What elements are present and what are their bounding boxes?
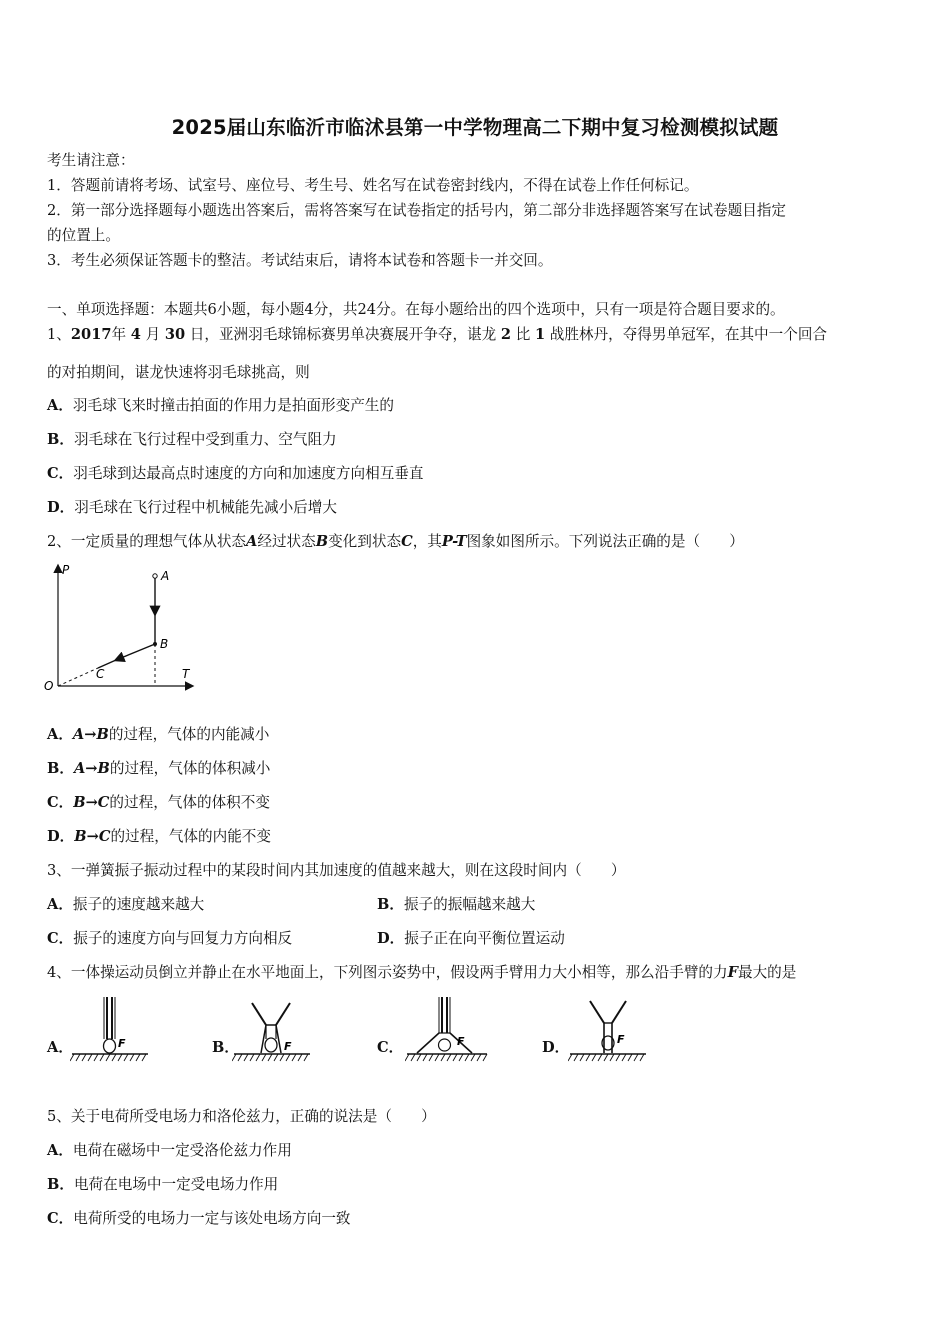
question-5-stem: 5、关于电荷所受电场力和洛伦兹力，正确的说法是（ ） (47, 1108, 436, 1125)
option-text: 羽毛球在飞行过程中机械能先减小后增大 (74, 499, 337, 516)
question-4-stem (47, 963, 796, 983)
arrow: → (84, 726, 97, 743)
point-a-label: A (161, 569, 170, 583)
force-label: F (617, 1033, 625, 1046)
option-text: 电荷在磁场中一定受洛伦兹力作用 (72, 1142, 292, 1159)
stem-part: 比 (515, 326, 531, 343)
option-text: 的过程，气体的内能减小 (108, 726, 270, 743)
option-a-figure[interactable] (70, 995, 150, 1067)
notice-item: 1．答题前请将考场、试室号、座位号、考生号、姓名写在试卷密封线内，不得在试卷上作任何标记。 (47, 177, 699, 194)
option-c[interactable] (47, 464, 423, 484)
option-c-figure[interactable] (405, 995, 490, 1067)
stem-part: ，其 (412, 533, 442, 550)
option-d[interactable] (377, 929, 565, 949)
to-state: C (98, 828, 111, 845)
stem-part: 经过状态 (257, 533, 316, 550)
option-text: 的过程，气体的体积不变 (109, 794, 270, 811)
option-label: C． (47, 794, 74, 811)
point-c-label: C (96, 667, 105, 681)
stem-part: 年 (111, 326, 127, 343)
stem-part: 2、一定质量的理想气体从状态 (47, 533, 247, 550)
option-text: 电荷在电场中一定受电场力作用 (73, 1176, 279, 1193)
option-c[interactable] (47, 929, 292, 949)
option-label: A． (47, 726, 73, 743)
option-text: 羽毛球在飞行过程中受到重力、空气阻力 (73, 431, 337, 448)
option-b[interactable] (377, 895, 535, 915)
score-2: 1 (534, 326, 546, 343)
option-a[interactable] (47, 396, 394, 416)
option-label: C． (47, 465, 74, 482)
option-text: 羽毛球到达最高点时速度的方向和加速度方向相互垂直 (73, 465, 424, 482)
option-b-label[interactable]: B． (212, 1039, 239, 1056)
option-label: C． (47, 930, 74, 947)
from-state: A (73, 760, 86, 777)
page-title: 2025届山东临沂市临沭县第一中学物理高二下期中复习检测模拟试题 (171, 116, 779, 139)
notice-heading: 考生请注意： (47, 152, 135, 169)
pt-label: P-T (441, 533, 467, 550)
option-label: B． (377, 896, 404, 913)
option-d-figure[interactable] (568, 995, 648, 1067)
to-state: C (97, 794, 110, 811)
score-1: 2 (500, 326, 512, 343)
question-3-stem: 3、一弹簧振子振动过程中的某段时间内其加速度的值越来越大，则在这段时间内（ ） (47, 862, 626, 879)
point-a (153, 574, 157, 578)
dashed-origin-line (58, 668, 98, 686)
option-label: A． (47, 1142, 73, 1159)
option-label: D． (47, 828, 75, 845)
arrow: → (85, 760, 98, 777)
from-state: B (74, 828, 87, 845)
month: 4 (130, 326, 141, 343)
force-label: F (118, 1037, 126, 1050)
stem-part: 战胜林丹，夺得男单冠军，在其中一个回合 (549, 326, 828, 343)
option-a-label[interactable]: A． (47, 1039, 73, 1056)
option-text: 的过程，气体的体积减小 (109, 760, 271, 777)
option-text: 振子的速度方向与回复力方向相反 (73, 930, 293, 947)
option-label: A． (47, 397, 73, 414)
option-text: 的过程，气体的内能不变 (110, 828, 271, 845)
option-label: B． (47, 431, 74, 448)
notice-item: 3．考生必须保证答题卡的整洁。考试结束后，请将本试卷和答题卡一并交回。 (47, 252, 553, 269)
option-a[interactable] (47, 1141, 292, 1161)
option-label: C． (47, 1210, 74, 1227)
option-b[interactable] (47, 430, 337, 450)
option-text: 振子的振幅越来越大 (403, 896, 536, 913)
stem-part: 日，亚洲羽毛球锦标赛男单决赛展开争夺，谌龙 (189, 326, 497, 343)
option-d[interactable] (47, 827, 271, 847)
option-a[interactable] (47, 725, 269, 745)
question-1-stem (47, 325, 827, 345)
option-a[interactable] (47, 895, 204, 915)
arrow: → (85, 794, 98, 811)
option-b[interactable] (47, 1175, 278, 1195)
stem-part: 变化到状态 (328, 533, 402, 550)
notice-item: 的位置上。 (47, 227, 120, 244)
force-label: F (727, 964, 738, 981)
notice-item: 2．第一部分选择题每小题选出答案后，需将答案写在试卷指定的括号内，第二部分非选择题答案写在试卷题目指定 (47, 202, 786, 219)
option-text: 振子的速度越来越大 (72, 896, 205, 913)
path-b-c (116, 644, 155, 660)
option-label: B． (47, 1176, 74, 1193)
option-b[interactable] (47, 759, 270, 779)
force-label: F (457, 1035, 465, 1048)
point-b (153, 642, 157, 646)
to-state: B (96, 726, 109, 743)
option-text: 振子正在向平衡位置运动 (404, 930, 565, 947)
section-heading: 一、单项选择题：本题共6小题，每小题4分，共24分。在每小题给出的四个选项中，只有一项是符合题目要求的。 (47, 301, 785, 318)
state-c: C (401, 533, 413, 550)
option-d[interactable] (47, 498, 337, 518)
stem-part: 最大的是 (737, 964, 797, 981)
option-text: 羽毛球飞来时撞击拍面的作用力是拍面形变产生的 (72, 397, 394, 414)
to-state: B (97, 760, 110, 777)
option-c-label[interactable]: C． (377, 1039, 404, 1056)
t-axis-label: T (182, 667, 190, 681)
year: 2017 (70, 326, 112, 343)
option-label: D． (377, 930, 405, 947)
day: 30 (164, 326, 186, 343)
option-label: D． (47, 499, 75, 516)
point-b-label: B (160, 637, 169, 651)
option-text: 电荷所受的电场力一定与该处电场方向一致 (73, 1210, 351, 1227)
stem-part: 月 (145, 326, 161, 343)
question-1-stem-line2: 的对拍期间，谌龙快速将羽毛球挑高，则 (47, 364, 310, 381)
state-a: A (246, 533, 258, 550)
p-axis-label: P (62, 563, 70, 577)
arrow: → (86, 828, 99, 845)
option-c[interactable] (47, 793, 270, 813)
origin-label: O (44, 679, 54, 693)
stem-part: 图象如图所示。下列说法正确的是（ ） (466, 533, 744, 550)
state-b: B (315, 533, 329, 550)
stem-part: 1、 (47, 326, 71, 343)
force-label: F (284, 1040, 292, 1053)
question-2-stem (47, 532, 744, 552)
from-state: B (73, 794, 86, 811)
option-d-label[interactable]: D． (542, 1039, 570, 1056)
option-label: B． (47, 760, 74, 777)
option-label: A． (47, 896, 73, 913)
pt-graph (40, 560, 200, 695)
from-state: A (72, 726, 85, 743)
stem-part: 4、一体操运动员倒立并静止在水平地面上，下列图示姿势中，假设两手臂用力大小相等，那么沿手臂的力 (47, 964, 728, 981)
option-b-figure[interactable] (232, 995, 312, 1067)
option-c[interactable] (47, 1209, 351, 1229)
